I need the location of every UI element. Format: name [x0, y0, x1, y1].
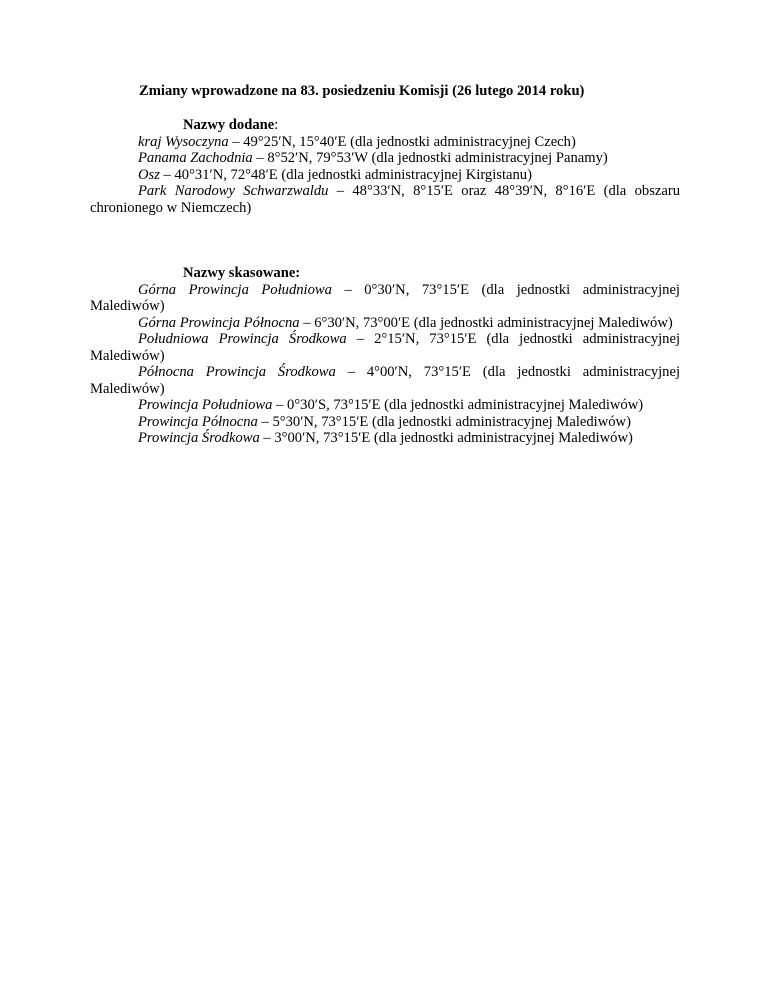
removed-entry	[90, 282, 680, 315]
removed-entry	[90, 364, 680, 397]
removed-entry	[90, 331, 680, 364]
removed-names-heading	[90, 265, 680, 282]
document-title: Zmiany wprowadzone na 83. posiedzeniu Komisji (26 lutego 2014 roku)	[139, 83, 585, 99]
entry-name: Północna Prowincja Środkowa	[138, 364, 336, 380]
added-entry	[90, 183, 680, 216]
removed-names-section	[90, 265, 680, 447]
added-entry	[90, 150, 680, 167]
entry-name: Południowa Prowincja Środkowa	[138, 331, 347, 347]
entry-detail: – 6°30′N, 73°00′E (dla jednostki administracyjnej Malediwów)	[299, 314, 673, 331]
entry-name: Prowincja Środkowa	[138, 430, 260, 446]
removed-entry	[90, 315, 680, 332]
removed-entry	[90, 397, 680, 414]
entry-name: Górna Prowincja Północna	[138, 314, 300, 331]
added-entry	[90, 134, 680, 151]
entry-name: Panama Zachodnia	[138, 150, 253, 166]
added-heading-text: Nazwy dodane	[183, 117, 275, 133]
entry-detail: – 40°31′N, 72°48′E (dla jednostki administracyjnej Kirgistanu)	[159, 166, 532, 183]
entry-name: Prowincja Północna	[138, 413, 258, 430]
entry-detail: – 3°00′N, 73°15′E (dla jednostki administracyjnej Malediwów)	[259, 430, 633, 446]
entry-name: kraj Wysoczyna	[138, 133, 229, 150]
added-entry	[90, 167, 680, 184]
removed-entry	[90, 430, 680, 447]
added-heading-colon: :	[274, 117, 279, 133]
entry-detail: – 5°30′N, 73°15′E (dla jednostki administracyjnej Malediwów)	[257, 413, 631, 430]
entry-detail: – 4°00′N, 73°15′E (dla jednostki administracyjnej Malediwów)	[90, 364, 680, 397]
added-names-heading	[90, 117, 680, 134]
entry-detail: – 48°33′N, 8°15′E oraz 48°39′N, 8°16′E (dla obszaru chronionego w Niemczech)	[90, 183, 680, 216]
entry-name: Górna Prowincja Południowa	[138, 281, 332, 298]
entry-detail: – 2°15′N, 73°15′E (dla jednostki administracyjnej Malediwów)	[90, 331, 680, 364]
entry-detail: – 0°30′N, 73°15′E (dla jednostki administracyjnej Malediwów)	[90, 281, 680, 314]
entry-name: Park Narodowy Schwarzwaldu	[138, 183, 329, 199]
entry-detail: – 49°25′N, 15°40′E (dla jednostki administracyjnej Czech)	[228, 133, 576, 150]
added-names-section	[90, 117, 680, 216]
removed-entry	[90, 414, 680, 431]
entry-name: Prowincja Południowa	[138, 397, 273, 413]
entry-name: Osz	[138, 166, 160, 183]
removed-heading-text: Nazwy skasowane:	[183, 265, 301, 281]
entry-detail: – 8°52′N, 79°53′W (dla jednostki administracyjnej Panamy)	[252, 150, 608, 166]
entry-detail: – 0°30′S, 73°15′E (dla jednostki administracyjnej Malediwów)	[272, 397, 644, 413]
